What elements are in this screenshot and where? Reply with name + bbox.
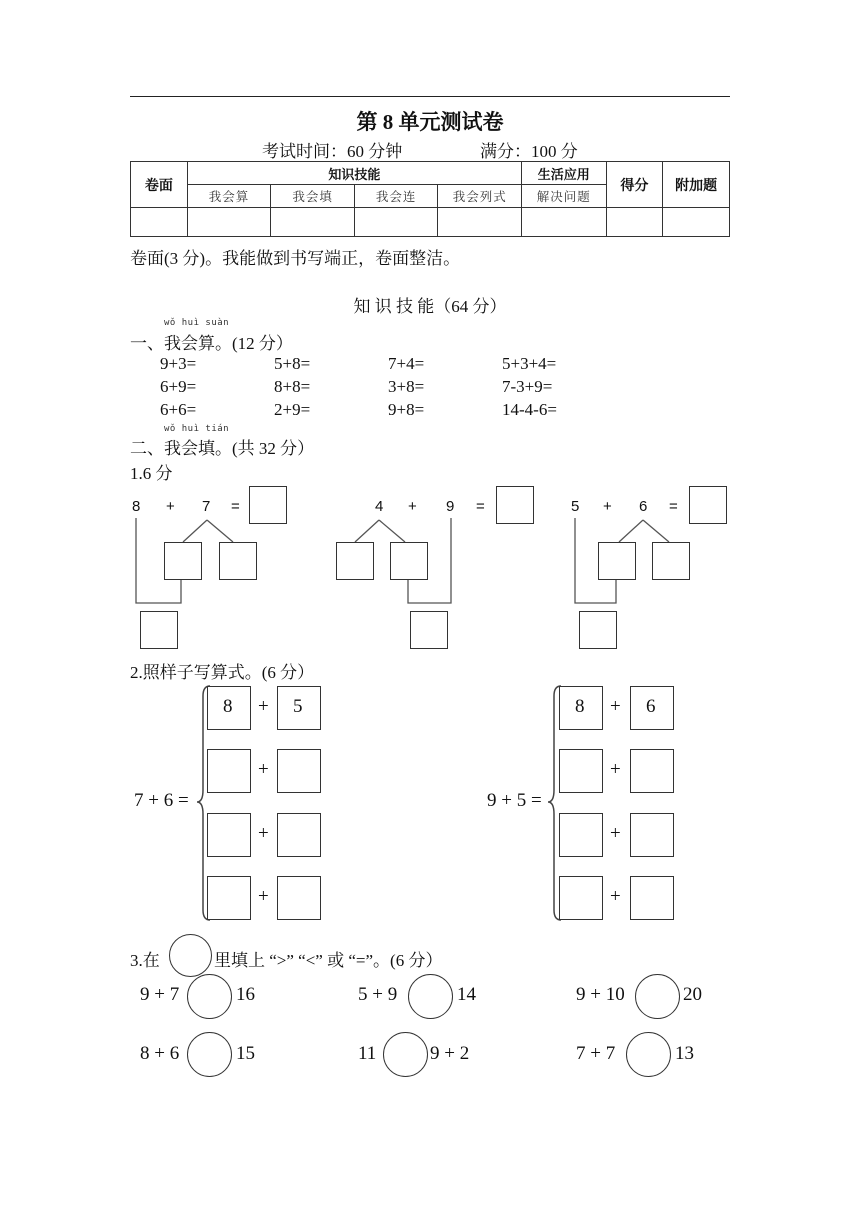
left-expression: 7 + 6 = <box>134 790 189 811</box>
compare-right: 20 <box>683 984 702 1005</box>
zhishi-header: 知识技能 <box>187 162 521 185</box>
juanmian-note: 卷面(3 分)。我能做到书写端正，卷面整洁。 <box>130 249 461 268</box>
q2-pinyin: wǒ huì tián <box>164 424 230 434</box>
plus-sign: + <box>610 696 621 717</box>
example-number: 5 <box>293 696 303 717</box>
addend-box[interactable] <box>630 813 674 857</box>
compare-left: 9 + 10 <box>576 984 625 1005</box>
addend-box[interactable] <box>559 876 603 920</box>
compare-left: 11 <box>358 1043 377 1064</box>
q1-item: 7-3+9= <box>502 377 553 396</box>
addend-box[interactable] <box>207 876 251 920</box>
q1-title: 一、我会算。(12 分） <box>130 334 293 353</box>
q1-item: 7+4= <box>388 354 425 373</box>
right-expression: 9 + 5 = <box>487 790 542 811</box>
addend-b: 6 <box>639 498 648 515</box>
plus-sign: + <box>258 759 269 780</box>
q2-part3-title-a: 3.在 <box>130 951 160 970</box>
plus-sign: + <box>166 498 175 515</box>
q1-item: 9+3= <box>160 354 197 373</box>
addend-b: 9 <box>446 498 455 515</box>
plus-sign: + <box>258 886 269 907</box>
equals-sign: = <box>669 498 678 515</box>
compare-circle[interactable] <box>635 974 680 1019</box>
compare-right: 14 <box>457 984 476 1005</box>
compare-circle[interactable] <box>187 974 232 1019</box>
q2-part2-title: 2.照样子写算式。(6 分） <box>130 663 315 682</box>
sample-circle <box>169 934 212 977</box>
plus-sign: + <box>408 498 417 515</box>
compare-right: 9 + 2 <box>430 1043 470 1064</box>
compare-left: 7 + 7 <box>576 1043 616 1064</box>
section-title: 知 识 技 能（64 分） <box>353 297 507 316</box>
q1-item: 8+8= <box>274 377 311 396</box>
juanmian-header: 卷面 <box>131 162 188 208</box>
addend-a: 5 <box>571 498 580 515</box>
q2-part1-title: 1.6 分 <box>130 464 173 483</box>
q1-item: 5+8= <box>274 354 311 373</box>
compare-right: 15 <box>236 1043 255 1064</box>
addend-box[interactable] <box>207 749 251 793</box>
compare-right: 16 <box>236 984 255 1005</box>
example-number: 6 <box>646 696 656 717</box>
page-title: 第 8 单元测试卷 <box>356 110 504 134</box>
compare-left: 8 + 6 <box>140 1043 180 1064</box>
compare-circle[interactable] <box>383 1032 428 1077</box>
compare-circle[interactable] <box>626 1032 671 1077</box>
plus-sign: + <box>610 823 621 844</box>
equals-sign: = <box>231 498 240 515</box>
addend-a: 4 <box>375 498 384 515</box>
q2-part3-title-b: 里填上 “>” “<” 或 “=”。(6 分） <box>214 951 443 970</box>
compare-left: 5 + 9 <box>358 984 398 1005</box>
plus-sign: + <box>258 696 269 717</box>
example-number: 8 <box>575 696 585 717</box>
addend-box[interactable] <box>630 876 674 920</box>
sub-header: 我会算 <box>187 185 271 208</box>
q2-title: 二、我会填。(共 32 分） <box>130 439 315 458</box>
q1-item: 5+3+4= <box>502 354 557 373</box>
q1-item: 14-4-6= <box>502 400 557 419</box>
plus-sign: + <box>603 498 612 515</box>
plus-sign: + <box>610 886 621 907</box>
addend-box[interactable] <box>277 749 321 793</box>
compare-circle[interactable] <box>408 974 453 1019</box>
sub-header: 我会列式 <box>438 185 522 208</box>
plus-sign: + <box>610 759 621 780</box>
q1-item: 6+9= <box>160 377 197 396</box>
addend-box[interactable] <box>630 749 674 793</box>
addend-box[interactable] <box>277 813 321 857</box>
sub-header: 我会填 <box>271 185 355 208</box>
sub-header: 我会连 <box>354 185 438 208</box>
plus-sign: + <box>258 823 269 844</box>
addend-box[interactable] <box>559 813 603 857</box>
fujia-header: 附加题 <box>663 162 730 208</box>
q1-item: 6+6= <box>160 400 197 419</box>
q1-item: 2+9= <box>274 400 311 419</box>
addend-box[interactable] <box>559 749 603 793</box>
addend-a: 8 <box>132 498 141 515</box>
addend-b: 7 <box>202 498 211 515</box>
compare-circle[interactable] <box>187 1032 232 1077</box>
sub-header: 解决问题 <box>521 185 606 208</box>
exam-time: 考试时间：60 分钟 <box>262 142 403 161</box>
q1-item: 9+8= <box>388 400 425 419</box>
compare-left: 9 + 7 <box>140 984 180 1005</box>
shenghuo-header: 生活应用 <box>521 162 606 185</box>
addend-box[interactable] <box>277 876 321 920</box>
full-score: 满分：100 分 <box>480 142 578 161</box>
compare-right: 13 <box>675 1043 694 1064</box>
equals-sign: = <box>476 498 485 515</box>
addend-box[interactable] <box>207 813 251 857</box>
defen-header: 得分 <box>606 162 663 208</box>
q1-item: 3+8= <box>388 377 425 396</box>
example-number: 8 <box>223 696 233 717</box>
q1-pinyin: wǒ huì suàn <box>164 318 230 328</box>
